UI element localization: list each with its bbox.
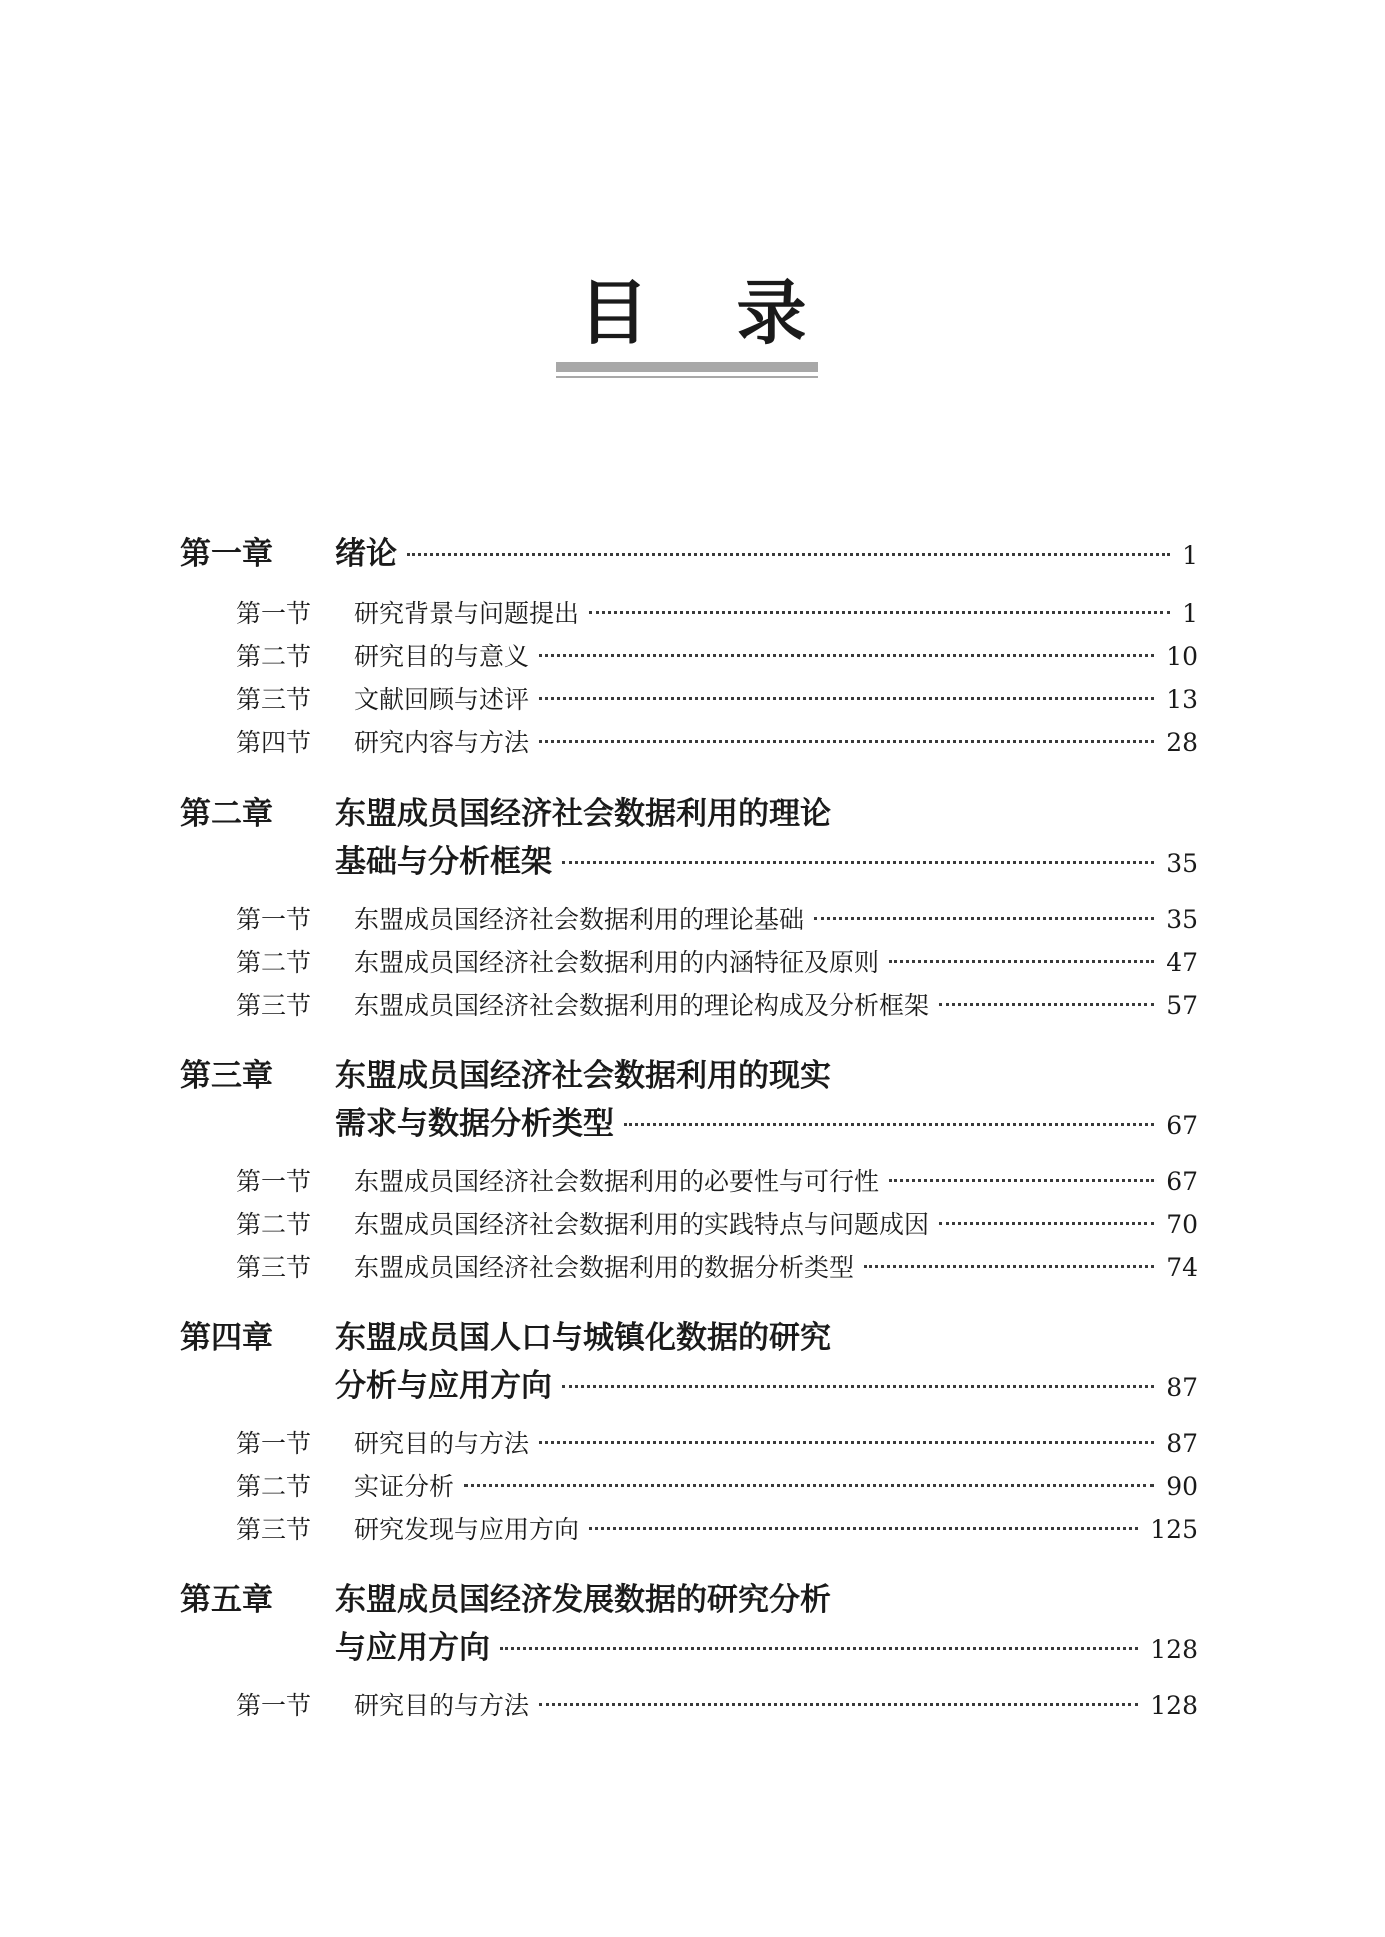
toc-chapter-5-continued[interactable] bbox=[335, 1622, 1198, 1667]
chapter-title-line-2: 与应用方向 bbox=[335, 1630, 490, 1666]
page-number: 74 bbox=[1166, 1253, 1198, 1282]
dot-leader bbox=[889, 960, 1154, 963]
page-number: 35 bbox=[1166, 849, 1198, 878]
page-number: 13 bbox=[1166, 685, 1198, 714]
section-title: 东盟成员国经济社会数据利用的内涵特征及原则 bbox=[354, 948, 880, 977]
dot-leader bbox=[939, 1003, 1154, 1006]
section-title: 研究目的与方法 bbox=[354, 1691, 530, 1720]
page-number: 28 bbox=[1166, 728, 1198, 757]
dot-leader bbox=[939, 1222, 1154, 1225]
toc-section[interactable] bbox=[236, 1467, 1198, 1503]
section-number: 第二节 bbox=[236, 1472, 312, 1501]
chapter-number: 第五章 bbox=[180, 1582, 273, 1618]
toc-chapter-1[interactable] bbox=[180, 528, 1198, 573]
dot-leader bbox=[539, 1441, 1154, 1444]
section-title: 研究内容与方法 bbox=[354, 728, 530, 757]
toc-section[interactable] bbox=[236, 1686, 1198, 1722]
chapter-title-line-2: 基础与分析框架 bbox=[335, 844, 552, 880]
toc-section[interactable] bbox=[236, 1424, 1198, 1460]
page-number: 47 bbox=[1166, 948, 1198, 977]
dot-leader bbox=[589, 1527, 1138, 1530]
dot-leader bbox=[562, 1385, 1154, 1388]
dot-leader bbox=[464, 1484, 1154, 1487]
section-title: 东盟成员国经济社会数据利用的理论基础 bbox=[354, 905, 805, 934]
dot-leader bbox=[589, 611, 1170, 614]
page-number: 1 bbox=[1182, 599, 1198, 628]
section-number: 第一节 bbox=[236, 905, 312, 934]
dot-leader bbox=[539, 740, 1154, 743]
page-number: 35 bbox=[1166, 905, 1198, 934]
dot-leader bbox=[500, 1647, 1138, 1650]
chapter-number: 第二章 bbox=[180, 796, 273, 832]
section-title: 实证分析 bbox=[354, 1472, 455, 1501]
page-number: 125 bbox=[1150, 1515, 1198, 1544]
toc-section[interactable] bbox=[236, 1248, 1198, 1284]
chapter-title-line-2: 分析与应用方向 bbox=[335, 1368, 552, 1404]
section-number: 第一节 bbox=[236, 599, 312, 628]
chapter-title-line-1: 东盟成员国经济社会数据利用的理论 bbox=[335, 796, 831, 832]
toc-chapter-2-continued[interactable] bbox=[335, 836, 1198, 881]
chapter-title-line-1: 东盟成员国人口与城镇化数据的研究 bbox=[335, 1320, 831, 1356]
section-number: 第三节 bbox=[236, 1253, 312, 1282]
chapter-title-line-1: 东盟成员国经济社会数据利用的现实 bbox=[335, 1058, 831, 1094]
toc-section[interactable] bbox=[236, 900, 1198, 936]
page-number: 70 bbox=[1166, 1210, 1198, 1239]
section-title: 研究目的与意义 bbox=[354, 642, 530, 671]
toc-section[interactable] bbox=[236, 1205, 1198, 1241]
dot-leader bbox=[562, 861, 1154, 864]
dot-leader bbox=[814, 917, 1154, 920]
section-title: 东盟成员国经济社会数据利用的理论构成及分析框架 bbox=[354, 991, 930, 1020]
page-number: 57 bbox=[1166, 991, 1198, 1020]
section-number: 第三节 bbox=[236, 685, 312, 714]
toc-section[interactable] bbox=[236, 1162, 1198, 1198]
dot-leader bbox=[407, 553, 1170, 556]
dot-leader bbox=[624, 1123, 1154, 1126]
page-number: 1 bbox=[1182, 541, 1198, 570]
title-char-1: 目 bbox=[578, 272, 649, 354]
toc-chapter-3-continued[interactable] bbox=[335, 1098, 1198, 1143]
section-title: 东盟成员国经济社会数据利用的实践特点与问题成因 bbox=[354, 1210, 930, 1239]
dot-leader bbox=[539, 697, 1154, 700]
dot-leader bbox=[539, 1703, 1138, 1706]
page-number: 128 bbox=[1150, 1635, 1198, 1664]
toc-section[interactable] bbox=[236, 943, 1198, 979]
page-number: 128 bbox=[1150, 1691, 1198, 1720]
page-number: 90 bbox=[1166, 1472, 1198, 1501]
toc-section[interactable] bbox=[236, 986, 1198, 1022]
chapter-title-line-1: 东盟成员国经济发展数据的研究分析 bbox=[335, 1582, 831, 1618]
dot-leader bbox=[539, 654, 1154, 657]
section-title: 东盟成员国经济社会数据利用的必要性与可行性 bbox=[354, 1167, 880, 1196]
toc-section[interactable] bbox=[236, 1510, 1198, 1546]
section-title: 文献回顾与述评 bbox=[354, 685, 530, 714]
chapter-title: 绪论 bbox=[335, 536, 397, 572]
chapter-number: 第一章 bbox=[180, 536, 273, 572]
section-number: 第四节 bbox=[236, 728, 312, 757]
toc-chapter-4-continued[interactable] bbox=[335, 1360, 1198, 1405]
toc-section[interactable] bbox=[236, 723, 1198, 759]
chapter-number: 第四章 bbox=[180, 1320, 273, 1356]
section-number: 第一节 bbox=[236, 1167, 312, 1196]
section-number: 第二节 bbox=[236, 1210, 312, 1239]
page-number: 67 bbox=[1166, 1167, 1198, 1196]
toc-chapter-3[interactable] bbox=[180, 1050, 1198, 1095]
page-number: 87 bbox=[1166, 1373, 1198, 1402]
section-title: 研究背景与问题提出 bbox=[354, 599, 580, 628]
section-title: 研究目的与方法 bbox=[354, 1429, 530, 1458]
dot-leader bbox=[889, 1179, 1154, 1182]
toc-section[interactable] bbox=[236, 680, 1198, 716]
section-title: 东盟成员国经济社会数据利用的数据分析类型 bbox=[354, 1253, 855, 1282]
toc-section[interactable] bbox=[236, 594, 1198, 630]
section-number: 第一节 bbox=[236, 1691, 312, 1720]
chapter-number: 第三章 bbox=[180, 1058, 273, 1094]
section-number: 第一节 bbox=[236, 1429, 312, 1458]
section-number: 第三节 bbox=[236, 1515, 312, 1544]
chapter-title-line-2: 需求与数据分析类型 bbox=[335, 1106, 614, 1142]
toc-chapter-2[interactable] bbox=[180, 788, 1198, 833]
section-number: 第二节 bbox=[236, 948, 312, 977]
title-char-2: 录 bbox=[736, 272, 807, 354]
section-number: 第二节 bbox=[236, 642, 312, 671]
toc-chapter-5[interactable] bbox=[180, 1574, 1198, 1619]
toc-section[interactable] bbox=[236, 637, 1198, 673]
page-number: 67 bbox=[1166, 1111, 1198, 1140]
page-number: 10 bbox=[1166, 642, 1198, 671]
dot-leader bbox=[864, 1265, 1154, 1268]
section-title: 研究发现与应用方向 bbox=[354, 1515, 580, 1544]
toc-chapter-4[interactable] bbox=[180, 1312, 1198, 1357]
page-number: 87 bbox=[1166, 1429, 1198, 1458]
section-number: 第三节 bbox=[236, 991, 312, 1020]
